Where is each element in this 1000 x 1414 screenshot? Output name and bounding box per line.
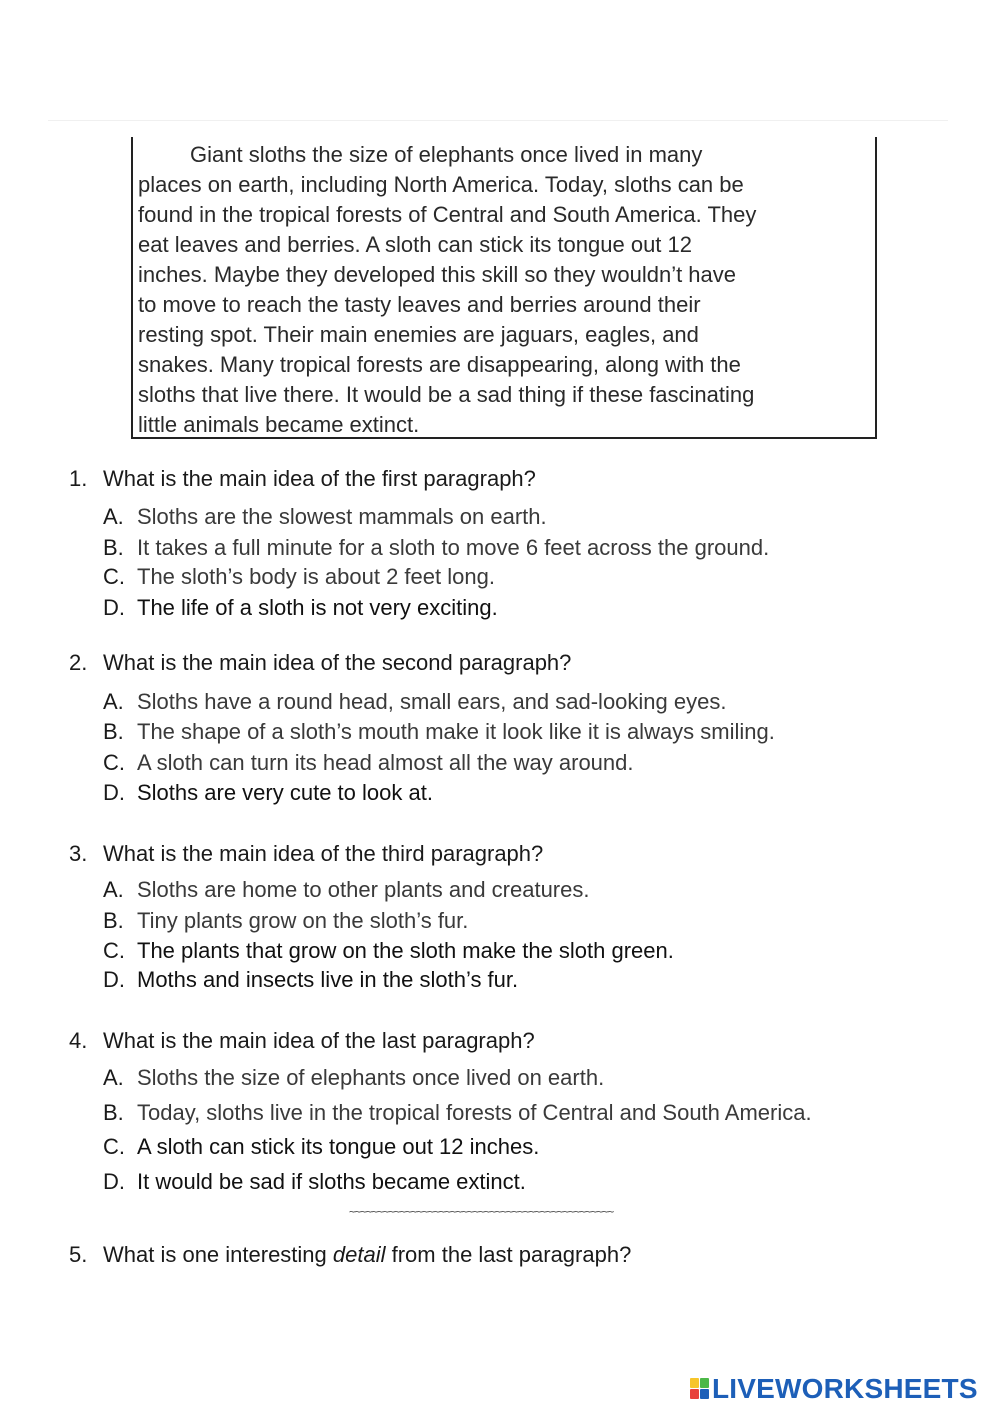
question-2-option-a[interactable] — [103, 688, 726, 716]
option-text: Sloths have a round head, small ears, and sad-looking eyes. — [137, 689, 727, 714]
option-text: The plants that grow on the sloth make the sloth green. — [137, 938, 674, 963]
option-text: Tiny plants grow on the sloth’s fur. — [137, 908, 469, 933]
option-letter: B. — [103, 535, 124, 560]
option-letter: C. — [103, 564, 125, 589]
question-number: 5. — [69, 1242, 88, 1267]
question-number: 1. — [69, 466, 88, 491]
question-text-start: What is one interesting — [103, 1242, 333, 1267]
option-text: The shape of a sloth’s mouth make it look like it is always smiling. — [137, 719, 775, 744]
passage-line: eat leaves and berries. A sloth can stick its tongue out 12 — [138, 232, 693, 257]
option-letter: B. — [103, 908, 124, 933]
question-4-option-a[interactable] — [103, 1064, 604, 1092]
liveworksheets-brand[interactable] — [690, 1374, 978, 1404]
passage-line: found in the tropical forests of Central and South America. They — [138, 202, 757, 227]
reading-passage — [131, 137, 877, 439]
passage-line: resting spot. Their main enemies are jaguars, eagles, and — [138, 322, 699, 347]
question-3-option-d[interactable] — [103, 966, 518, 994]
question-5 — [69, 1241, 631, 1269]
option-letter: D. — [103, 595, 125, 620]
option-letter: D. — [103, 967, 125, 992]
question-4-option-b[interactable] — [103, 1099, 812, 1127]
question-1-option-c[interactable] — [103, 563, 495, 591]
option-text: The sloth’s body is about 2 feet long. — [137, 564, 495, 589]
question-text: What is the main idea of the first paragraph? — [103, 466, 536, 491]
question-1-option-d[interactable] — [103, 594, 498, 622]
question-number: 2. — [69, 650, 88, 675]
option-letter: A. — [103, 504, 124, 529]
question-3 — [69, 840, 543, 868]
question-text: What is the main idea of the second paragraph? — [103, 650, 572, 675]
passage-line: little animals became extinct. — [138, 412, 420, 437]
question-3-option-c[interactable] — [103, 937, 674, 965]
option-text: It would be sad if sloths became extinct. — [137, 1169, 526, 1194]
question-3-option-b[interactable] — [103, 907, 468, 935]
option-text: The life of a sloth is not very exciting. — [137, 595, 498, 620]
option-letter: B. — [103, 719, 124, 744]
option-text: Sloths are home to other plants and creatures. — [137, 877, 590, 902]
brand-name: LIVEWORKSHEETS — [712, 1373, 978, 1404]
question-text-end: from the last paragraph? — [385, 1242, 632, 1267]
question-number: 3. — [69, 841, 88, 866]
question-4-option-c[interactable] — [103, 1133, 539, 1161]
option-letter: D. — [103, 780, 125, 805]
option-letter: C. — [103, 938, 125, 963]
passage-line: inches. Maybe they developed this skill so they wouldn’t have — [138, 262, 737, 287]
option-letter: A. — [103, 1065, 124, 1090]
option-letter: D. — [103, 1169, 125, 1194]
option-letter: A. — [103, 877, 124, 902]
question-1-option-a[interactable] — [103, 503, 547, 531]
question-text: What is the main idea of the third paragraph? — [103, 841, 544, 866]
passage-line: places on earth, including North America. Today, sloths can be — [138, 172, 744, 197]
option-text: Today, sloths live in the tropical forests of Central and South America. — [137, 1100, 812, 1125]
question-3-option-a[interactable] — [103, 876, 589, 904]
option-letter: C. — [103, 1134, 125, 1159]
question-1-option-b[interactable] — [103, 534, 769, 562]
option-letter: C. — [103, 750, 125, 775]
passage-line: to move to reach the tasty leaves and berries around their — [138, 292, 701, 317]
question-2 — [69, 649, 571, 677]
question-2-option-c[interactable] — [103, 749, 634, 777]
option-text: Sloths the size of elephants once lived on earth. — [137, 1065, 605, 1090]
option-letter: A. — [103, 689, 124, 714]
question-2-option-d[interactable] — [103, 779, 433, 807]
liveworksheets-logo-icon — [690, 1378, 710, 1400]
option-text: Sloths are the slowest mammals on earth. — [137, 504, 547, 529]
question-2-option-b[interactable] — [103, 718, 775, 746]
question-1 — [69, 465, 536, 493]
option-text: A sloth can stick its tongue out 12 inches. — [137, 1134, 540, 1159]
passage-line: sloths that live there. It would be a sad thing if these fascinating — [138, 382, 755, 407]
option-letter: B. — [103, 1100, 124, 1125]
page-top-rule — [48, 120, 948, 121]
question-text: What is the main idea of the last paragraph? — [103, 1028, 535, 1053]
question-text-emphasis: detail — [332, 1242, 386, 1267]
question-4-option-d[interactable] — [103, 1168, 526, 1196]
separator-line: ~~~~~~~~~~~~~~~~~~~~~~~~~~~~~~~~~~~~~~~~~~~~~~~ — [349, 1205, 614, 1218]
question-4 — [69, 1027, 535, 1055]
passage-line: snakes. Many tropical forests are disappearing, along with the — [138, 352, 741, 377]
passage-line: Giant sloths the size of elephants once lived in many — [190, 142, 703, 167]
option-text: Sloths are very cute to look at. — [137, 780, 433, 805]
option-text: It takes a full minute for a sloth to move 6 feet across the ground. — [137, 535, 770, 560]
option-text: A sloth can turn its head almost all the way around. — [137, 750, 634, 775]
option-text: Moths and insects live in the sloth’s fur. — [137, 967, 519, 992]
question-number: 4. — [69, 1028, 88, 1053]
